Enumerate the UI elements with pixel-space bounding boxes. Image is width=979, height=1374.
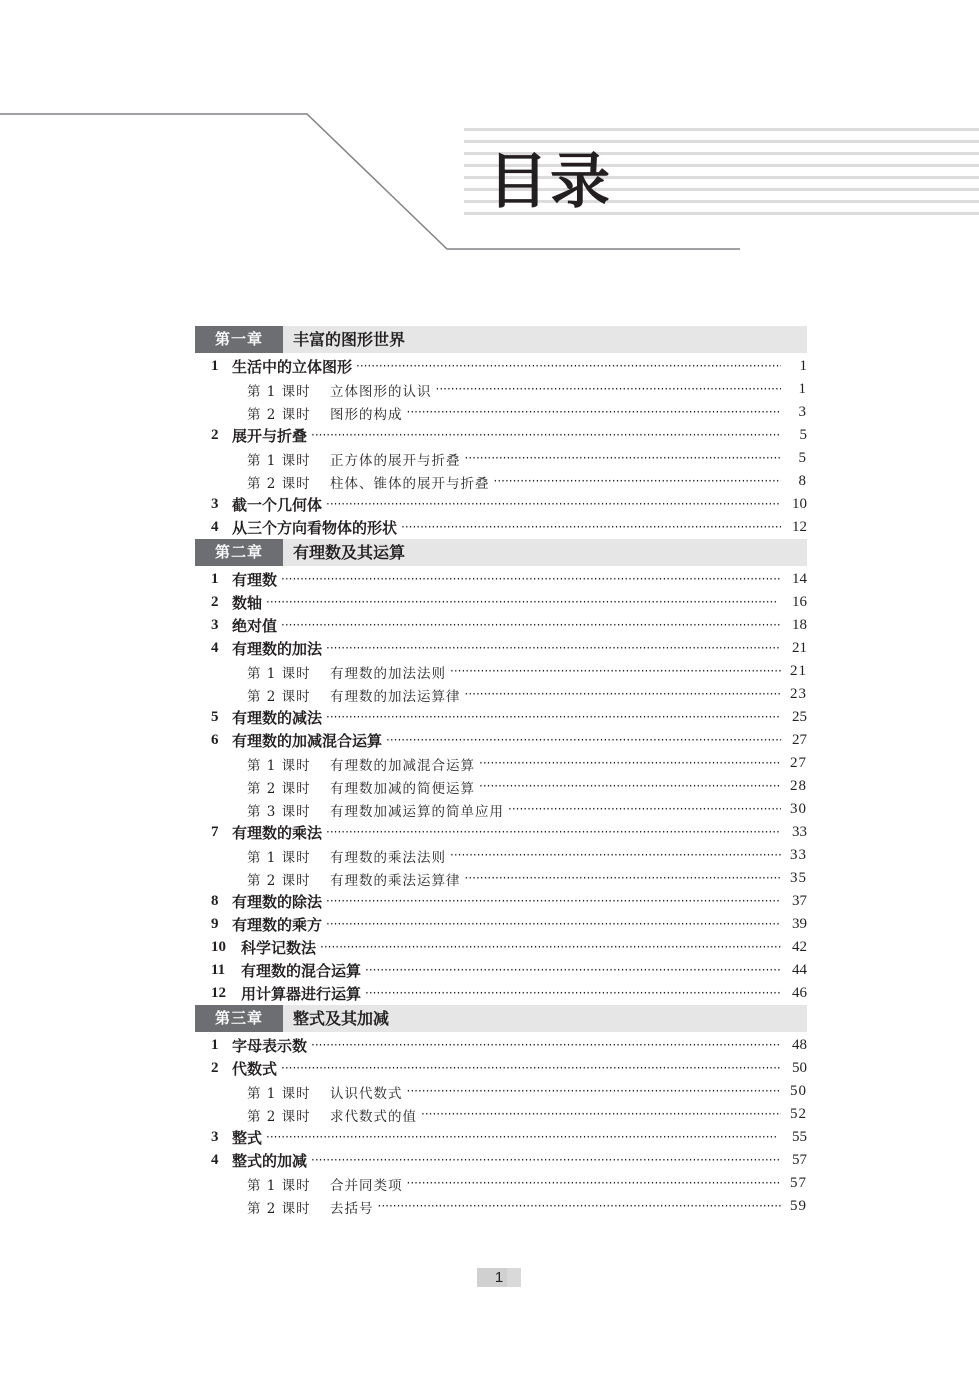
dot-leader [407, 1172, 782, 1195]
lesson-page-number: 23 [790, 686, 807, 702]
lesson-title: 正方体的展开与折叠 [330, 452, 461, 469]
dot-leader [465, 683, 782, 706]
lesson-page-number: 57 [790, 1175, 807, 1191]
dot-leader [450, 660, 781, 683]
toc-section-entry[interactable] [195, 568, 807, 591]
section-page-number: 46 [792, 985, 807, 1001]
section-title: 有理数的减法 [232, 709, 323, 727]
section-page-number: 44 [792, 962, 807, 978]
section-number: 1 [211, 358, 219, 374]
section-page-number: 57 [792, 1152, 807, 1168]
section-number: 5 [211, 709, 219, 725]
section-title: 有理数的加法 [232, 640, 323, 658]
section-number: 11 [211, 962, 226, 978]
toc-lesson-entry[interactable] [195, 752, 807, 775]
toc-section-entry[interactable] [195, 982, 807, 1005]
lesson-number: 第 1 课时 [247, 849, 311, 866]
toc-section-entry[interactable] [195, 936, 807, 959]
section-page-number: 21 [792, 640, 807, 656]
lesson-number: 第 1 课时 [247, 383, 311, 400]
dot-leader [326, 493, 781, 516]
dot-leader [326, 890, 781, 913]
lesson-page-number: 52 [790, 1106, 807, 1122]
dot-leader [311, 1149, 781, 1172]
section-page-number: 27 [792, 732, 807, 748]
toc-lesson-entry[interactable] [195, 1103, 807, 1126]
chapter-tag: 第二章 [195, 539, 283, 566]
lesson-title: 求代数式的值 [330, 1108, 417, 1125]
section-title: 有理数的加减混合运算 [232, 732, 383, 750]
toc-section-entry[interactable] [195, 890, 807, 913]
chapter-title: 整式及其加减 [293, 1009, 390, 1028]
section-number: 1 [211, 1037, 219, 1053]
section-number: 10 [211, 939, 226, 955]
dot-leader [508, 798, 781, 821]
dot-leader [281, 568, 781, 591]
section-page-number: 33 [792, 824, 807, 840]
section-title: 整式 [232, 1129, 263, 1147]
section-title: 科学记数法 [241, 939, 317, 957]
section-title: 从三个方向看物体的形状 [232, 519, 398, 537]
section-title: 有理数的混合运算 [241, 962, 362, 980]
section-number: 4 [211, 1152, 219, 1168]
lesson-page-number: 30 [790, 801, 807, 817]
toc-lesson-entry[interactable] [195, 798, 807, 821]
toc-lesson-entry[interactable] [195, 447, 807, 470]
toc-section-entry[interactable] [195, 1149, 807, 1172]
toc-lesson-entry[interactable] [195, 378, 807, 401]
toc-lesson-entry[interactable] [195, 1172, 807, 1195]
chapter-tag: 第三章 [195, 1005, 283, 1032]
lesson-title: 有理数的乘法法则 [330, 849, 446, 866]
section-page-number: 42 [792, 939, 807, 955]
lesson-title: 立体图形的认识 [330, 383, 432, 400]
dot-leader [326, 706, 781, 729]
dot-leader [326, 821, 781, 844]
lesson-number: 第 2 课时 [247, 780, 311, 797]
toc-section-entry[interactable] [195, 959, 807, 982]
section-title: 用计算器进行运算 [241, 985, 362, 1003]
toc-section-entry[interactable] [195, 821, 807, 844]
lesson-title: 有理数的加法法则 [330, 665, 446, 682]
chapter-tag: 第一章 [195, 326, 283, 353]
section-number: 12 [211, 985, 226, 1001]
toc-section-entry[interactable] [195, 493, 807, 516]
section-page-number: 55 [792, 1129, 807, 1145]
lesson-number: 第 1 课时 [247, 1085, 311, 1102]
toc-section-entry[interactable] [195, 355, 807, 378]
dot-leader [479, 775, 781, 798]
toc-section-entry[interactable] [195, 729, 807, 752]
section-title: 生活中的立体图形 [232, 358, 353, 376]
lesson-number: 第 2 课时 [247, 688, 311, 705]
section-title: 有理数 [232, 571, 278, 589]
dot-leader [465, 447, 782, 470]
toc-section-entry[interactable] [195, 1126, 807, 1149]
dot-leader [479, 752, 781, 775]
section-number: 3 [211, 496, 219, 512]
section-number: 8 [211, 893, 219, 909]
dot-leader [421, 1103, 781, 1126]
lesson-number: 第 1 课时 [247, 665, 311, 682]
section-number: 2 [211, 427, 219, 443]
dot-leader [281, 1057, 781, 1080]
section-page-number: 14 [792, 571, 807, 587]
lesson-title: 去括号 [330, 1200, 374, 1217]
dot-leader [386, 729, 781, 752]
section-page-number: 10 [792, 496, 807, 512]
chapter-title: 有理数及其运算 [293, 543, 406, 562]
toc-section-entry[interactable] [195, 706, 807, 729]
section-title: 有理数的乘法 [232, 824, 323, 842]
section-page-number: 37 [792, 893, 807, 909]
section-page-number: 50 [792, 1060, 807, 1076]
dot-leader [311, 1034, 781, 1057]
lesson-title: 认识代数式 [330, 1085, 403, 1102]
dot-leader [494, 470, 782, 493]
section-title: 有理数的除法 [232, 893, 323, 911]
lesson-page-number: 33 [790, 847, 807, 863]
dot-leader [407, 1080, 782, 1103]
dot-leader [311, 424, 781, 447]
section-number: 2 [211, 1060, 219, 1076]
lesson-title: 柱体、锥体的展开与折叠 [330, 475, 490, 492]
dot-leader [266, 591, 781, 614]
lesson-number: 第 2 课时 [247, 1200, 311, 1217]
lesson-page-number: 8 [798, 473, 807, 489]
dot-leader [450, 844, 781, 867]
lesson-page-number: 27 [790, 755, 807, 771]
lesson-title: 合并同类项 [330, 1177, 403, 1194]
toc-lesson-entry[interactable] [195, 1195, 807, 1218]
section-number: 6 [211, 732, 219, 748]
lesson-number: 第 2 课时 [247, 406, 311, 423]
lesson-number: 第 2 课时 [247, 475, 311, 492]
lesson-number: 第 1 课时 [247, 452, 311, 469]
lesson-page-number: 21 [790, 663, 807, 679]
toc-lesson-entry[interactable] [195, 867, 807, 890]
section-title: 有理数的乘方 [232, 916, 323, 934]
chapter-header[interactable] [195, 539, 807, 566]
lesson-title: 有理数的乘法运算律 [330, 872, 461, 889]
dot-leader [401, 516, 781, 539]
lesson-page-number: 3 [798, 404, 807, 420]
chapter-header[interactable] [195, 1005, 807, 1032]
lesson-number: 第 2 课时 [247, 1108, 311, 1125]
section-title: 截一个几何体 [232, 496, 323, 514]
lesson-page-number: 28 [790, 778, 807, 794]
toc-section-entry[interactable] [195, 424, 807, 447]
toc-lesson-entry[interactable] [195, 775, 807, 798]
chapter-title: 丰富的图形世界 [293, 330, 406, 349]
section-number: 9 [211, 916, 219, 932]
toc-section-entry[interactable] [195, 1034, 807, 1057]
section-number: 4 [211, 640, 219, 656]
toc-lesson-entry[interactable] [195, 470, 807, 493]
lesson-number: 第 1 课时 [247, 757, 311, 774]
section-number: 7 [211, 824, 219, 840]
toc-section-entry[interactable] [195, 591, 807, 614]
toc-section-entry[interactable] [195, 1057, 807, 1080]
lesson-title: 有理数加减的简便运算 [330, 780, 475, 797]
lesson-number: 第 1 课时 [247, 1177, 311, 1194]
lesson-page-number: 5 [798, 450, 807, 466]
section-number: 4 [211, 519, 219, 535]
lesson-page-number: 59 [790, 1198, 807, 1214]
page-title: 目录 [488, 147, 612, 217]
section-title: 字母表示数 [232, 1037, 308, 1055]
lesson-number: 第 2 课时 [247, 872, 311, 889]
section-title: 绝对值 [232, 617, 278, 635]
section-page-number: 12 [792, 519, 807, 535]
page-number: 1 [477, 1268, 521, 1287]
section-title: 数轴 [232, 594, 263, 612]
lesson-title: 图形的构成 [330, 406, 403, 423]
dot-leader [436, 378, 782, 401]
toc-lesson-entry[interactable] [195, 660, 807, 683]
toc-lesson-entry[interactable] [195, 844, 807, 867]
toc-section-entry[interactable] [195, 637, 807, 660]
chapter-header[interactable] [195, 326, 807, 353]
section-title: 代数式 [232, 1060, 278, 1078]
dot-leader [465, 867, 782, 890]
dot-leader [326, 637, 781, 660]
section-page-number: 16 [792, 594, 807, 610]
section-number: 3 [211, 617, 219, 633]
lesson-title: 有理数加减运算的简单应用 [330, 803, 504, 820]
dot-leader [378, 1195, 782, 1218]
section-page-number: 25 [792, 709, 807, 725]
dot-leader [365, 982, 781, 1005]
section-page-number: 48 [792, 1037, 807, 1053]
section-page-number: 18 [792, 617, 807, 633]
section-number: 3 [211, 1129, 219, 1145]
dot-leader [365, 959, 781, 982]
dot-leader [326, 913, 781, 936]
section-page-number: 39 [792, 916, 807, 932]
section-title: 整式的加减 [232, 1152, 308, 1170]
section-page-number: 5 [799, 427, 807, 443]
lesson-page-number: 50 [790, 1083, 807, 1099]
toc-section-entry[interactable] [195, 614, 807, 637]
lesson-title: 有理数的加法运算律 [330, 688, 461, 705]
section-number: 1 [211, 571, 219, 587]
lesson-page-number: 35 [790, 870, 807, 886]
dot-leader [281, 614, 781, 637]
toc-section-entry[interactable] [195, 913, 807, 936]
section-number: 2 [211, 594, 219, 610]
toc-lesson-entry[interactable] [195, 1080, 807, 1103]
table-of-contents [195, 326, 807, 1218]
dot-leader [407, 401, 782, 424]
lesson-title: 有理数的加减混合运算 [330, 757, 475, 774]
section-page-number: 1 [799, 358, 807, 374]
lesson-page-number: 1 [798, 381, 807, 397]
dot-leader [356, 355, 781, 378]
dot-leader [320, 936, 781, 959]
toc-lesson-entry[interactable] [195, 683, 807, 706]
toc-lesson-entry[interactable] [195, 401, 807, 424]
dot-leader [266, 1126, 781, 1149]
lesson-number: 第 3 课时 [247, 803, 311, 820]
section-title: 展开与折叠 [232, 427, 308, 445]
toc-section-entry[interactable] [195, 516, 807, 539]
